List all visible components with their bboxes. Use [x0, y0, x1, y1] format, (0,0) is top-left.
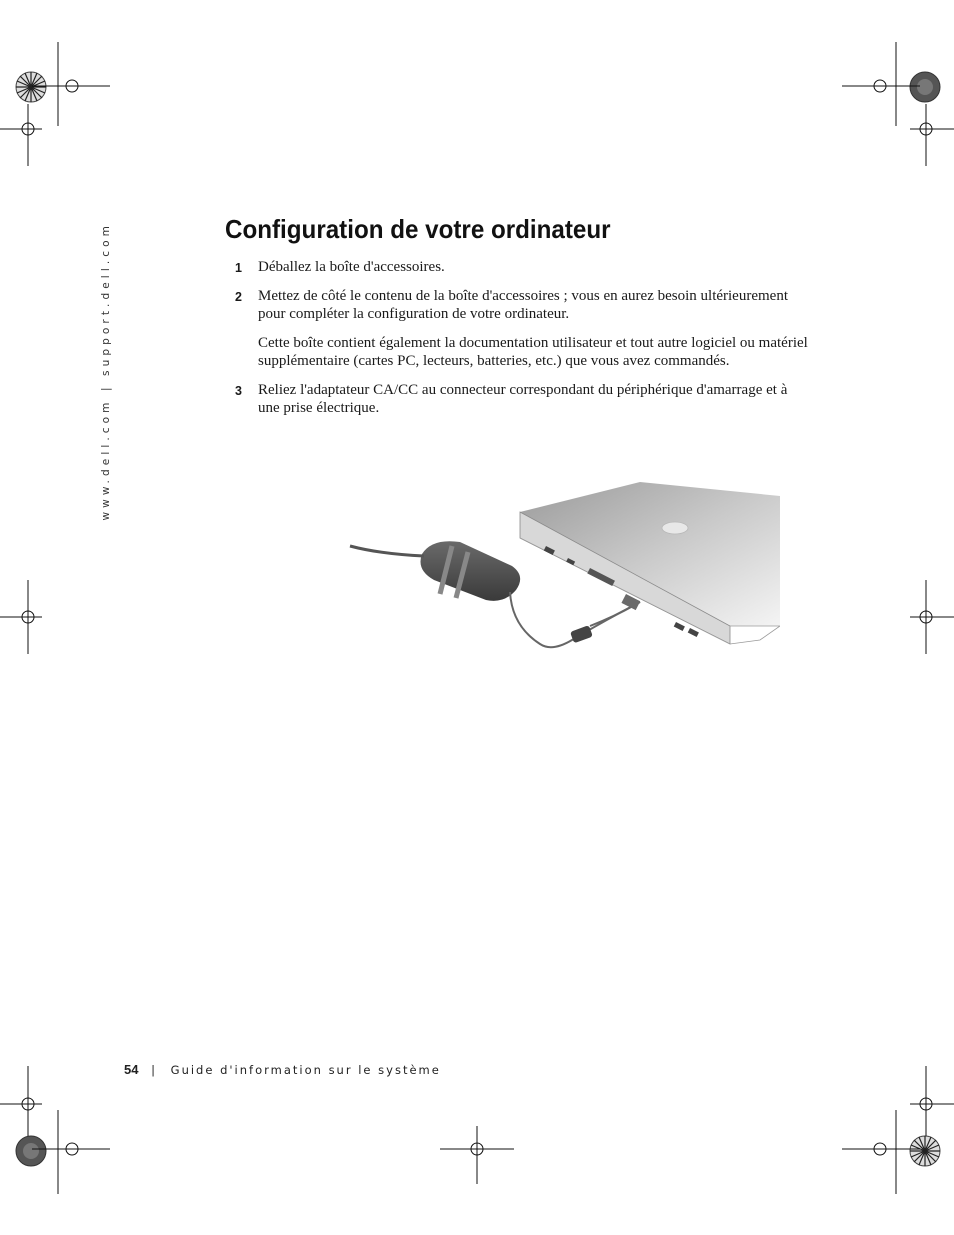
page-title: Configuration de votre ordinateur	[225, 214, 611, 244]
side-url-text: www.dell.com | support.dell.com	[100, 222, 112, 521]
footer-separator: |	[151, 1063, 155, 1077]
page-number: 54	[124, 1062, 139, 1077]
step-number: 2	[235, 289, 242, 304]
footer-doc-title: Guide d'information sur le système	[170, 1063, 441, 1077]
step-number: 3	[235, 383, 242, 398]
step-note: Cette boîte contient également la documentation utilisateur et tout autre logiciel ou matériel supplémentaire (cartes PC, lecteurs, batteries, etc.) que vous avez commandés.	[258, 334, 808, 369]
step-text: Déballez la boîte d'accessoires.	[258, 259, 445, 275]
step-text: Reliez l'adaptateur CA/CC au connecteur correspondant du périphérique d'amarrage et à une prise électrique.	[258, 381, 788, 416]
step-text: Mettez de côté le contenu de la boîte d'accessoires ; vous en aurez besoin ultérieurement pour compléter la configuration de votre ordinateur.	[258, 287, 788, 322]
step-number: 1	[235, 261, 242, 275]
